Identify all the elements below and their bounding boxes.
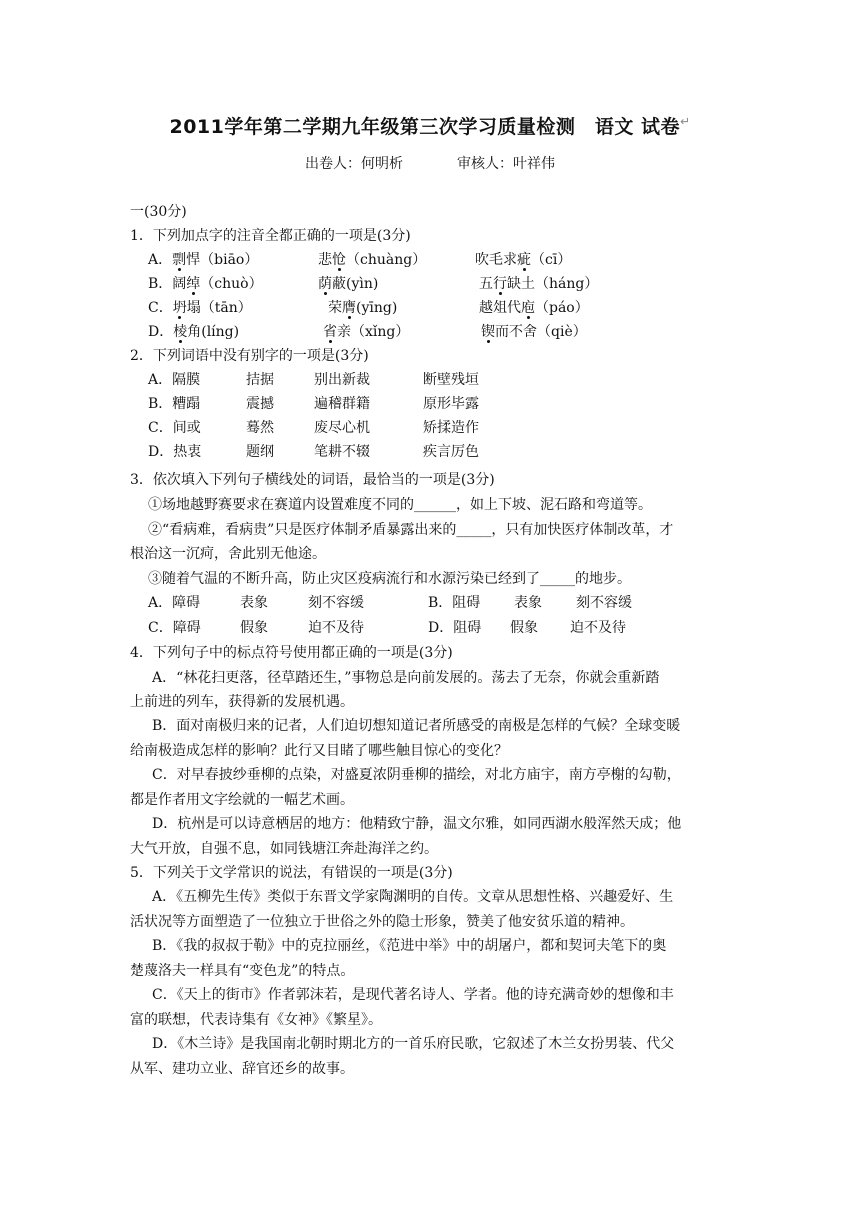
- q1-c-2: 荣膺(yīng): [328, 300, 398, 316]
- title-text: 2011学年第二学期九年级第三次学习质量检测 语文 试卷: [169, 116, 680, 138]
- q5-option-b-cont: 楚蔑洛夫一样具有“变色龙”的特点。: [130, 963, 355, 979]
- q2-b-4: 原形毕露: [423, 396, 479, 412]
- q1-option-a: [148, 249, 668, 271]
- q3-b-3: 刻不容缓: [576, 595, 632, 611]
- q5-option-c: C．《天上的街市》作者郭沫若，是现代著名诗人、学者。他的诗充满奇妙的想像和丰: [152, 987, 674, 1003]
- q2-b-3: 遍稽群籍: [314, 396, 370, 412]
- q4-option-c-cont: 都是作者用文字绘就的一幅艺术画。: [130, 792, 354, 808]
- page-title: [0, 112, 860, 139]
- q5-option-b: B．《我的叔叔于勒》中的克拉丽丝，《范进中举》中的胡屠户，都和契诃夫笔下的奥: [152, 938, 667, 954]
- q1-option-d: [148, 321, 668, 343]
- q4-option-d: D．杭州是可以诗意栖居的地方：他精致宁静，温文尔雅，如同西湖水般浑然天成；他: [152, 816, 682, 832]
- q1-a-1: A．剽悍（biāo）: [148, 252, 259, 268]
- q3-d-2: 假象: [510, 620, 538, 636]
- q3-options-ab: [148, 592, 668, 614]
- q1-d-3: 锲而不舍（qiè）: [481, 324, 587, 340]
- q2-c-2: 蓦然: [246, 420, 274, 436]
- q5-option-c-cont: 富的联想，代表诗集有《女神》《繁星》。: [130, 1012, 382, 1028]
- q2-d-1: D．热衷: [148, 444, 202, 460]
- q2-a-1: A．隔膜: [148, 372, 201, 388]
- q4-option-c: C．对早春披纱垂柳的点染，对盛夏浓阴垂柳的描绘，对北方庙宇，南方亭榭的勾勒，: [152, 767, 681, 783]
- q5-option-d: D．《木兰诗》是我国南北朝时期北方的一首乐府民歌，它叙述了木兰女扮男装、代父: [152, 1036, 675, 1052]
- q4-stem: 4．下列句子中的标点符号使用都正确的一项是(3分): [130, 645, 453, 661]
- q3-c-2: 假象: [240, 620, 268, 636]
- q5-option-d-cont: 从军、建功立业、辞官还乡的故事。: [130, 1061, 354, 1077]
- q5-stem: 5．下列关于文学常识的说法，有错误的一项是(3分): [130, 865, 453, 881]
- q2-option-a: [148, 369, 668, 391]
- q2-a-3: 别出新裁: [314, 372, 370, 388]
- q1-b-3: 五行缺土（háng）: [479, 276, 599, 292]
- q5-option-a: A．《五柳先生传》类似于东晋文学家陶渊明的自传。文章从思想性格、兴趣爱好、生: [152, 889, 674, 905]
- q4-option-a-cont: 上前进的列车，获得新的发展机遇。: [130, 694, 354, 710]
- q4-option-a: A．“林花扫更落，径草踏还生，”事物总是向前发展的。荡去了无奈，你就会重新踏: [152, 670, 660, 686]
- q2-c-1: C．间或: [148, 420, 201, 436]
- q2-d-3: 笔耕不辍: [314, 444, 370, 460]
- q3-stem: 3．依次填入下列句子横线处的词语，最恰当的一项是(3分): [130, 472, 495, 488]
- q1-option-b: [148, 273, 668, 295]
- q1-c-3: 越俎代庖（páo）: [479, 300, 589, 316]
- q5-option-a-cont: 活状况等方面塑造了一位独立于世俗之外的隐士形象，赞美了他安贫乐道的精神。: [130, 914, 634, 930]
- q1-a-2: 悲怆（chuàng）: [318, 252, 427, 268]
- q2-c-4: 矫揉造作: [423, 420, 479, 436]
- q4-option-b: B．面对南极归来的记者，人们迫切想知道记者所感受的南极是怎样的气候？全球变暖: [152, 718, 681, 734]
- q3-a-3: 刻不容缓: [308, 595, 364, 611]
- setter: 出卷人：何明析: [305, 156, 403, 172]
- q2-a-2: 拮据: [246, 372, 274, 388]
- q4-option-b-cont: 给南极造成怎样的影响？此行又目睹了哪些触目惊心的变化？: [130, 743, 508, 759]
- q4-option-d-cont: 大气开放，自强不息，如同钱塘江奔赴海洋之约。: [130, 841, 438, 857]
- q3-sentence-2-cont: 根治这一沉疴，舍此别无他途。: [130, 546, 326, 562]
- q1-option-c: [148, 297, 668, 319]
- q1-a-3: 吹毛求疵（cī）: [475, 252, 572, 268]
- q3-sentence-3: ③随着气温的不断升高，防止灾区疫病流行和水源污染已经到了_____的地步。: [148, 571, 631, 587]
- q1-d-1: D．棱角(líng): [148, 324, 240, 340]
- q3-b-1: B．阻碍: [428, 595, 481, 611]
- q1-b-1: B．阔绰（chuò）: [148, 276, 263, 292]
- q3-c-1: C．障碍: [148, 620, 201, 636]
- q2-d-2: 题纲: [246, 444, 274, 460]
- return-mark-icon: ↵: [679, 114, 691, 129]
- q3-sentence-2: ②“看病难，看病贵”只是医疗体制矛盾暴露出来的_____，只有加快医疗体制改革，才: [148, 522, 674, 538]
- q2-a-4: 断壁残垣: [423, 372, 479, 388]
- q3-sentence-1: ①场地越野赛要求在赛道内设置难度不同的______，如上下坡、泥石路和弯道等。: [148, 497, 652, 513]
- author-line: [0, 153, 860, 173]
- q3-d-1: D．阻碍: [428, 620, 482, 636]
- q2-b-1: B．糟蹋: [148, 396, 201, 412]
- q3-b-2: 表象: [514, 595, 542, 611]
- reviewer: 审核人：叶祥伟: [457, 156, 555, 172]
- q3-a-1: A．障碍: [148, 595, 201, 611]
- q1-c-1: C．坍塌（tān）: [148, 300, 252, 316]
- q1-b-2: 荫蔽(yìn): [318, 276, 379, 292]
- q3-options-cd: [148, 617, 668, 639]
- q2-option-d: [148, 441, 668, 463]
- q2-b-2: 震撼: [246, 396, 274, 412]
- q2-c-3: 废尽心机: [314, 420, 370, 436]
- q2-stem: 2．下列词语中没有别字的一项是(3分): [130, 348, 369, 364]
- q2-option-c: [148, 417, 668, 439]
- q1-stem: 1．下列加点字的注音全都正确的一项是(3分): [130, 228, 411, 244]
- q3-c-3: 迫不及待: [308, 620, 364, 636]
- q3-a-2: 表象: [240, 595, 268, 611]
- q2-d-4: 疾言厉色: [423, 444, 479, 460]
- q1-d-2: 省亲（xǐng）: [323, 324, 410, 340]
- section-heading: 一(30分): [130, 204, 187, 220]
- q2-option-b: [148, 393, 668, 415]
- q3-d-3: 迫不及待: [570, 620, 626, 636]
